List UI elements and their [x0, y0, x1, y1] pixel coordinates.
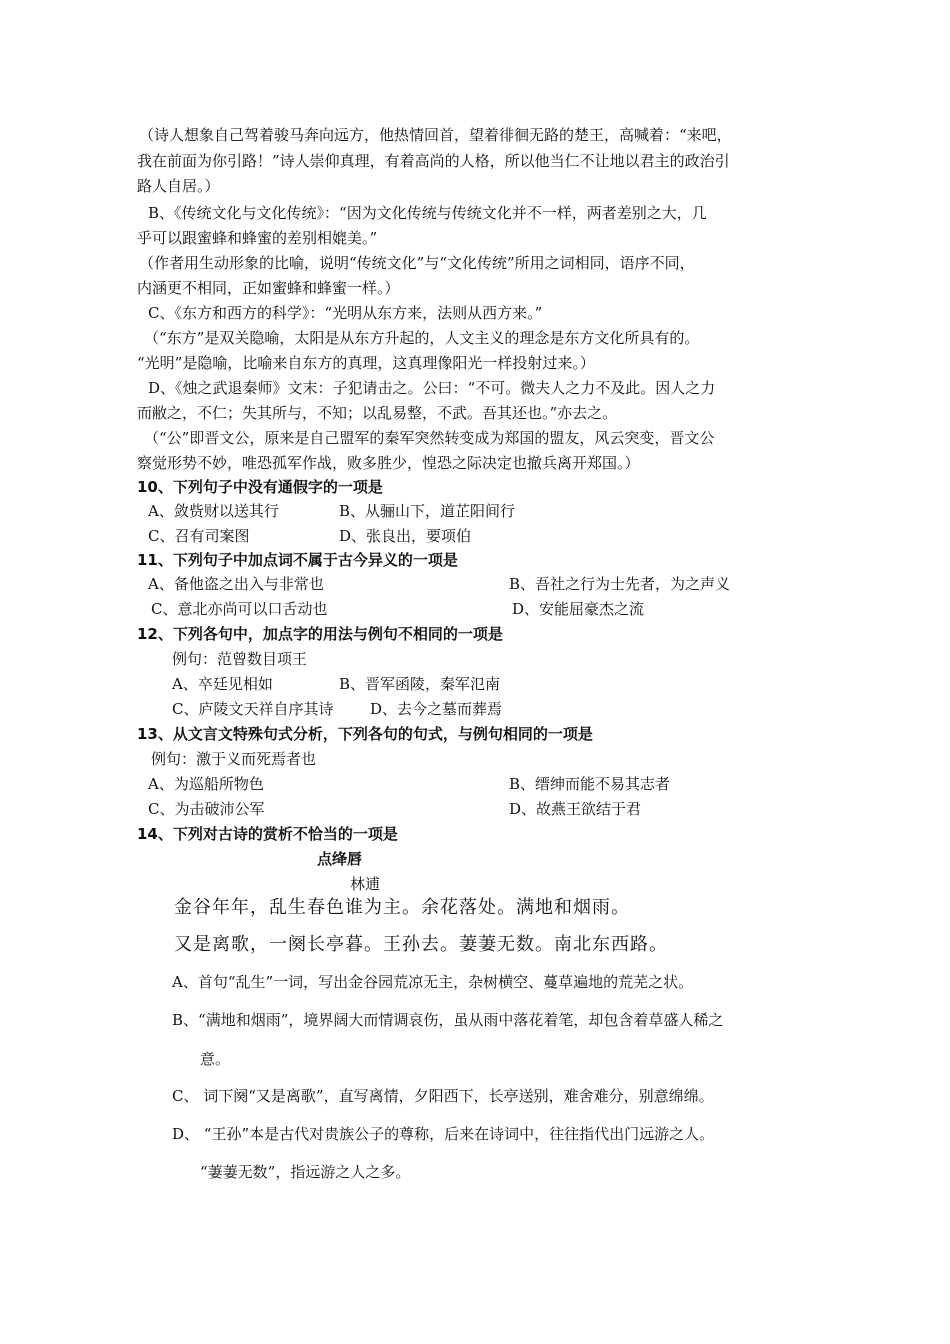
option-a: A、为巡船所物色 — [148, 775, 264, 793]
option-b: B、吾社之行为士先者，为之声义 — [509, 575, 731, 593]
option-a: A、卒廷见相如 — [172, 675, 273, 693]
option-c: C、意北亦尚可以口舌动也 — [151, 600, 328, 618]
passage-line: 内涵更不相同，正如蜜蜂和蜂蜜一样。） — [137, 279, 400, 297]
option-d: D、故燕王欲结于君 — [509, 800, 642, 818]
passage-line: 路人自居。） — [137, 177, 220, 195]
option-d: D、去今之墓而葬焉 — [370, 700, 503, 718]
option-b-continued: 意。 — [200, 1050, 231, 1068]
option-a: A、敛赀财以送其行 — [148, 502, 279, 520]
option-b: B、缙绅而能不易其志者 — [509, 775, 671, 793]
option-b: B、从骊山下，道芷阳间行 — [339, 502, 516, 520]
option-d: D、 “王孙”本是古代对贵族公子的尊称，后来在诗词中，往往指代出门远游之人。 — [172, 1125, 715, 1143]
passage-line: 我在前面为你引路！”诗人崇仰真理，有着高尚的人格，所以他当仁不让地以君主的政治引 — [137, 152, 730, 170]
question-10-stem: 10、下列句子中没有通假字的一项是 — [137, 478, 383, 496]
passage-line: D、《烛之武退秦师》文末：子犯请击之。公曰：“不可。微夫人之力不及此。因人之力 — [148, 379, 716, 397]
option-c: C、庐陵文天祥自序其诗 — [172, 700, 334, 718]
example-sentence: 例句：激于义而死焉者也 — [151, 750, 317, 768]
question-12-stem: 12、下列各句中，加点字的用法与例句不相同的一项是 — [137, 625, 503, 643]
option-c: C、召有司案图 — [148, 527, 250, 545]
option-d: D、安能屈豪杰之流 — [512, 600, 645, 618]
option-a: A、备他盗之出入与非常也 — [148, 575, 324, 593]
passage-line: C、《东方和西方的科学》：“光明从东方来，法则从西方来。” — [148, 304, 543, 322]
poem-title: 点绛唇 — [317, 850, 363, 868]
passage-line: （诗人想象自己驾着骏马奔向远方，他热情回首，望着徘徊无路的楚王，高喊着：“来吧， — [139, 126, 732, 144]
passage-line: 察觉形势不妙，唯恐孤军作战，败多胜少，惶恐之际决定也撤兵离开郑国。） — [137, 454, 640, 472]
question-14-stem: 14、下列对古诗的赏析不恰当的一项是 — [137, 825, 398, 843]
option-b: B、晋军函陵，秦军氾南 — [339, 675, 501, 693]
example-sentence: 例句：范曾数目项王 — [172, 650, 308, 668]
passage-line: B、《传统文化与文化传统》：“因为文化传统与传统文化并不一样，两者差别之大，几 — [148, 204, 707, 222]
option-b: B、“满地和烟雨”，境界阔大而情调哀伤，虽从雨中落花着笔，却包含着草盛人稀之 — [172, 1011, 724, 1029]
question-13-stem: 13、从文言文特殊句式分析，下列各句的句式，与例句相同的一项是 — [137, 725, 593, 743]
question-11-stem: 11、下列句子中加点词不属于古今异义的一项是 — [137, 551, 458, 569]
passage-line: （作者用生动形象的比喻，说明“传统文化”与“文化传统”所用之词相同，语序不同， — [139, 254, 695, 272]
option-a: A、首句“乱生”一词，写出金谷园荒凉无主，杂树横空、蔓草遍地的荒芜之状。 — [172, 973, 694, 991]
passage-line: 而敝之，不仁；失其所与，不知；以乱易整，不武。吾其还也。”亦去之。 — [137, 404, 618, 422]
option-c: C、为击破沛公军 — [148, 800, 265, 818]
passage-line: 乎可以跟蜜蜂和蜂蜜的差别相媲美。” — [137, 229, 378, 247]
option-c: C、 词下阕“又是离歌”，直写离情，夕阳西下，长亭送别，难舍难分，别意绵绵。 — [172, 1087, 714, 1105]
poem-author: 林逋 — [350, 875, 381, 893]
poem-line: 金谷年年，乱生春色谁为主。余花落处。满地和烟雨。 — [174, 897, 630, 918]
option-d-continued: “萋萋无数”，指远游之人之多。 — [200, 1163, 411, 1181]
option-d: D、张良出，要项伯 — [339, 527, 472, 545]
poem-line: 又是离歌，一阕长亭暮。王孙去。萋萋无数。南北东西路。 — [174, 934, 668, 955]
passage-line: （“东方”是双关隐喻，太阳是从东方升起的，人文主义的理念是东方文化所具有的。 — [144, 329, 700, 347]
passage-line: “光明”是隐喻，比喻来自东方的真理，这真理像阳光一样投射过来。） — [137, 354, 595, 372]
passage-line: （“公”即晋文公，原来是自己盟军的秦军突然转变成为郑国的盟友，风云突变，晋文公 — [144, 429, 715, 447]
